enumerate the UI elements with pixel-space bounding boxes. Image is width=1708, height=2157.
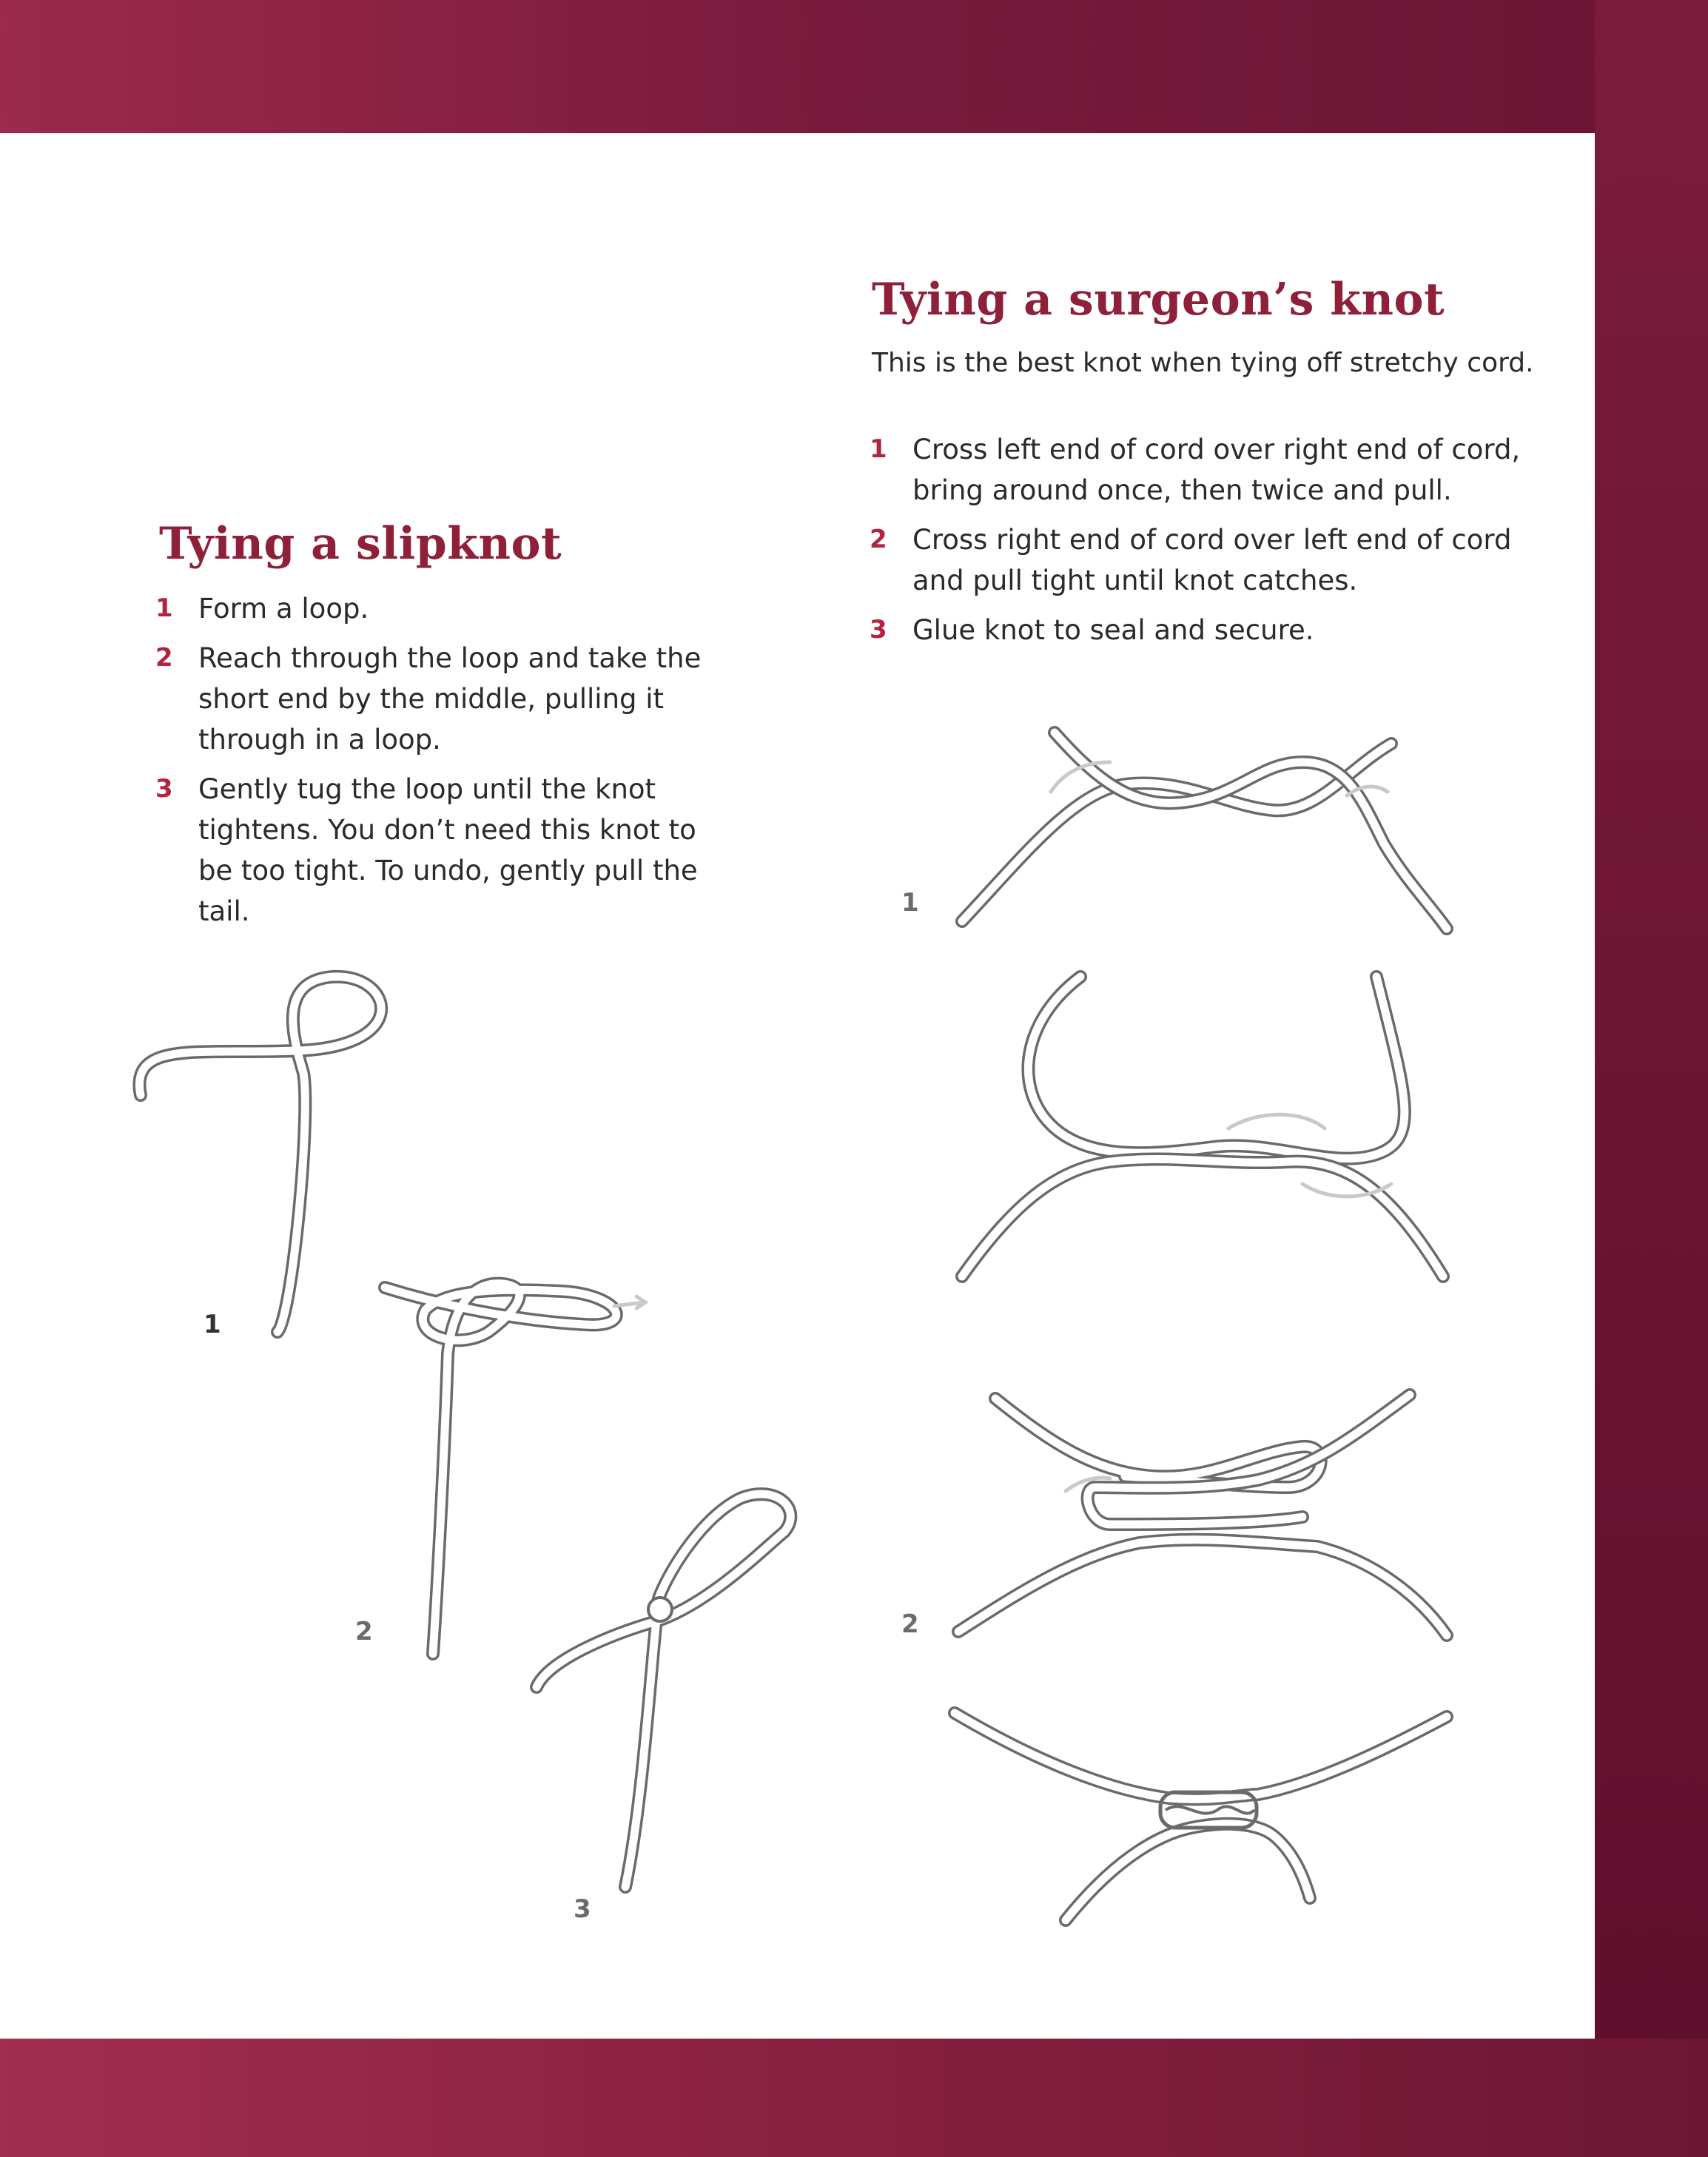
surgeons-knot-intro: This is the best knot when tying off stretchy cord.: [872, 348, 1534, 378]
knot-illustrations: [0, 133, 1595, 2039]
step-number: 3: [155, 774, 173, 804]
step-number: 1: [155, 593, 173, 623]
step-number: 2: [870, 525, 887, 554]
slipknot-heading: Tying a slipknot: [159, 518, 562, 570]
frame-right-border: [1595, 0, 1708, 2157]
slipknot-figure-2-illustration: [385, 1284, 645, 1654]
step-text: Cross left end of cord over right end of cord, bring around once, then twice and pull.: [912, 434, 1521, 506]
surgeons-figure-label-2: 2: [901, 1609, 919, 1639]
step-text: Cross right end of cord over left end of cord and pull tight until knot catches.: [912, 524, 1512, 596]
surgeons-figure-2-bottom-illustration: [955, 1713, 1447, 1920]
slipknot-figure-label-3: 3: [574, 1894, 591, 1924]
step-number: 3: [870, 615, 887, 645]
step-number: 1: [870, 434, 887, 464]
frame-top-border: [0, 0, 1708, 133]
surgeons-figure-1-top-illustration: [962, 733, 1447, 929]
step-text: Glue knot to seal and secure.: [912, 614, 1314, 646]
surgeons-figure-1-bottom-illustration: [962, 977, 1443, 1276]
slipknot-figure-label-1: 1: [204, 1310, 221, 1339]
step-number: 2: [155, 643, 173, 673]
surgeons-knot-heading: Tying a surgeon’s knot: [872, 274, 1445, 326]
surgeons-figure-2-top-illustration: [958, 1395, 1447, 1635]
step-text: Reach through the loop and take the short end by the middle, pulling it through in a loop.: [198, 642, 702, 756]
slipknot-figure-1-illustration: [139, 977, 381, 1332]
step-text: Gently tug the loop until the knot tightens. You don’t need this knot to be too tight. To undo, gently pull the tail.: [198, 773, 698, 927]
frame-bottom-border: [0, 2039, 1708, 2157]
step-text: Form a loop.: [198, 593, 369, 625]
page: [0, 133, 1595, 2039]
surgeons-figure-label-1: 1: [901, 888, 919, 918]
slipknot-figure-3-illustration: [537, 1494, 790, 1887]
slipknot-figure-label-2: 2: [355, 1617, 373, 1646]
